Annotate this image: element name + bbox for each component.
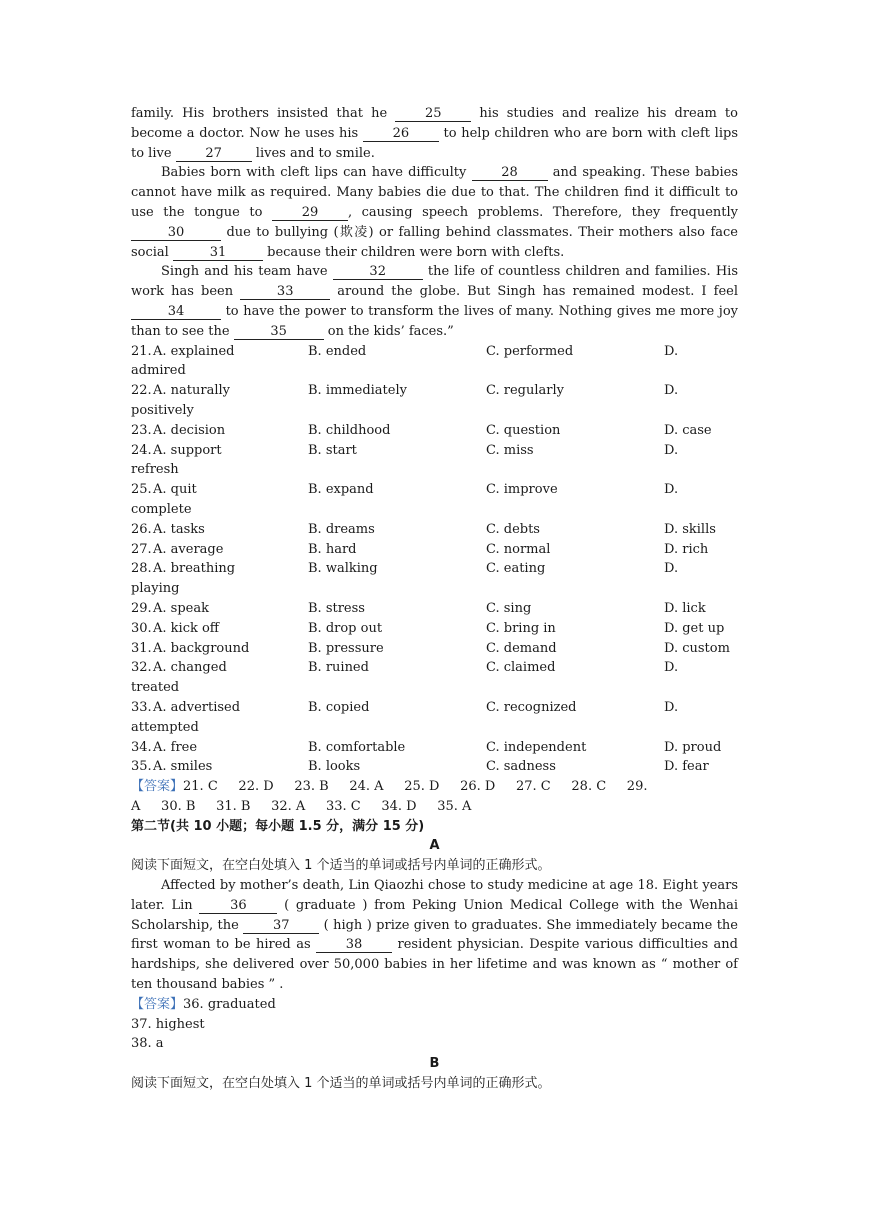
passage-paragraph-2 (131, 163, 738, 262)
question-number: 25. (131, 482, 152, 498)
option-d: D. proud (664, 739, 722, 755)
text-run: and speaking. These babies cannot have milk as required. Many babies die due to that. The children find it difficult to use the tongue to (131, 165, 738, 220)
part-b-heading: B (429, 1056, 440, 1072)
option-c: C. claimed (486, 660, 556, 676)
option-c: C. recognized (486, 699, 577, 715)
option-a (131, 559, 308, 579)
blank-37: 37 (243, 918, 319, 934)
text-run: to help children who are born with cleft lips to live (131, 125, 738, 161)
option-c: C. sadness (486, 759, 556, 775)
blank-26: 26 (363, 126, 439, 142)
option-a-text: A. breathing (153, 561, 236, 577)
question-number: 21. (131, 343, 152, 359)
option-a (131, 658, 308, 678)
option-d: positively (131, 402, 194, 418)
option-b: B. comfortable (308, 739, 406, 755)
option-b: B. childhood (308, 422, 391, 438)
option-d: complete (131, 501, 192, 517)
option-c: C. sing (486, 600, 532, 616)
text-run: lives and to smile. (251, 145, 375, 161)
option-row (131, 381, 738, 421)
blank-33: 33 (240, 284, 330, 300)
option-d-label: D. (664, 482, 679, 498)
blank-28: 28 (472, 165, 548, 181)
option-d-label: D. (664, 442, 679, 458)
option-row (131, 441, 738, 481)
section-heading: 第二节(共 10 小题；每小题 1.5 分，满分 15 分) (131, 818, 425, 834)
question-number: 29. (131, 600, 152, 616)
question-number: 34. (131, 739, 152, 755)
option-b: B. expand (308, 482, 374, 498)
options-list (131, 342, 738, 778)
option-a-text: A. quit (153, 482, 197, 498)
passage-paragraph-1 (131, 104, 738, 163)
question-number: 27. (131, 541, 152, 557)
blank-38: 38 (316, 937, 392, 953)
part-a-heading: A (429, 838, 440, 854)
option-a-text: A. support (153, 442, 222, 458)
option-row (131, 619, 738, 639)
blank-34: 34 (131, 304, 221, 320)
text-run: , causing speech problems. Therefore, they frequently (347, 204, 739, 220)
option-b: B. looks (308, 759, 361, 775)
option-c: C. bring in (486, 620, 556, 636)
answer-tag: 【答案】 (131, 779, 184, 795)
option-a-text: A. decision (153, 422, 226, 438)
option-a-text: A. average (153, 541, 224, 557)
blank-27: 27 (176, 146, 252, 162)
option-c: C. eating (486, 561, 546, 577)
option-d: D. rich (664, 541, 709, 557)
option-d: D. get up (664, 620, 725, 636)
question-number: 30. (131, 620, 152, 636)
blank-35: 35 (234, 324, 324, 340)
option-a-text: A. naturally (153, 383, 230, 399)
text-run: the life of countless children and families. His work has been (131, 264, 738, 300)
question-number: 31. (131, 640, 152, 656)
question-number: 22. (131, 383, 152, 399)
text-run: to have the power to transform the lives of many. Nothing gives me more joy than to see the (131, 303, 738, 339)
question-number: 32. (131, 660, 152, 676)
option-d-label: D. (664, 343, 679, 359)
option-a-text: A. changed (153, 660, 227, 676)
text-run: around the globe. But Singh has remained modest. I feel (330, 284, 739, 300)
question-number: 35. (131, 759, 152, 775)
option-c: C. improve (486, 482, 558, 498)
option-b: B. dreams (308, 521, 375, 537)
blank-25: 25 (395, 106, 471, 122)
answer-line-38: 38. a (131, 1036, 164, 1052)
text-run: resident physician. Despite various difficulties and hardships, she delivered over 50,000 babies in her lifetime and was known as “ mother of ten thousand babies ” . (131, 937, 738, 993)
instruction-b: 阅读下面短文，在空白处填入 1 个适当的单词或括号内单词的正确形式。 (131, 1076, 551, 1092)
answer-line-37: 37. highest (131, 1016, 205, 1032)
option-b: B. immediately (308, 383, 407, 399)
option-b: B. copied (308, 699, 370, 715)
option-d-label: D. (664, 383, 679, 399)
option-a-text: A. background (153, 640, 250, 656)
option-b: B. start (308, 442, 357, 458)
answer-line: 21. C 22. D 23. B 24. A 25. D 26. D 27. C 28. C 29. (183, 779, 648, 795)
question-number: 28. (131, 561, 152, 577)
answer-key-2 (131, 995, 738, 1015)
blank-31: 31 (173, 245, 263, 261)
option-d-label: D. (664, 561, 679, 577)
option-row (131, 738, 738, 758)
question-number: 24. (131, 442, 152, 458)
text-run: his studies and realize his dream to become a doctor. Now he uses his (131, 106, 738, 141)
option-a (131, 342, 308, 362)
option-row (131, 540, 738, 560)
option-d: D. custom (664, 640, 730, 656)
option-d: playing (131, 581, 180, 597)
option-c: C. miss (486, 442, 534, 458)
option-d: D. case (664, 422, 712, 438)
option-row (131, 639, 738, 659)
option-row (131, 698, 738, 738)
option-d: D. fear (664, 759, 709, 775)
option-d: refresh (131, 462, 179, 478)
option-a (131, 738, 308, 758)
option-row (131, 520, 738, 540)
option-c: C. normal (486, 541, 551, 557)
option-c: C. performed (486, 343, 574, 359)
option-d-label: D. (664, 660, 679, 676)
text-run: family. His brothers insisted that he (131, 106, 396, 121)
option-c: C. independent (486, 739, 587, 755)
option-a-text: A. tasks (153, 521, 205, 537)
option-a (131, 381, 308, 401)
option-d: admired (131, 363, 186, 379)
blank-32: 32 (333, 264, 423, 280)
option-row (131, 342, 738, 382)
option-b: B. walking (308, 561, 378, 577)
option-a (131, 639, 308, 659)
option-b: B. ruined (308, 660, 369, 676)
blank-36: 36 (199, 898, 277, 914)
option-a (131, 421, 308, 441)
option-b: B. hard (308, 541, 357, 557)
text-run: ( high ) prize given to graduates. She immediately became the first woman to be hired as (131, 917, 739, 953)
option-a-text: A. kick off (153, 620, 220, 636)
option-d: treated (131, 680, 180, 696)
instruction-a: 阅读下面短文，在空白处填入 1 个适当的单词或括号内单词的正确形式。 (131, 858, 551, 874)
option-a-text: A. free (153, 739, 198, 755)
option-c: C. regularly (486, 383, 564, 399)
option-row (131, 421, 738, 441)
text-run: because their children were born with clefts. (262, 244, 565, 260)
text-run: on the kids’ faces.” (323, 323, 454, 339)
question-number: 33. (131, 699, 152, 715)
option-a-text: A. advertised (153, 699, 241, 715)
option-c: C. question (486, 422, 561, 438)
text-run: Babies born with cleft lips can have difficulty (161, 165, 472, 181)
answer-line: 36. graduated (183, 996, 276, 1012)
option-a-text: A. explained (153, 343, 235, 359)
option-a (131, 757, 308, 777)
option-b: B. ended (308, 343, 367, 359)
option-row (131, 757, 738, 777)
option-row (131, 480, 738, 520)
option-b: B. drop out (308, 620, 383, 636)
option-a-text: A. smiles (153, 759, 213, 775)
option-row (131, 559, 738, 599)
passage-paragraph-3 (131, 262, 738, 341)
option-a (131, 520, 308, 540)
answer-key-1 (131, 777, 738, 817)
option-d: D. lick (664, 600, 706, 616)
option-b: B. stress (308, 600, 365, 616)
option-a (131, 441, 308, 461)
option-row (131, 658, 738, 698)
option-a-text: A. speak (153, 600, 209, 616)
option-d: attempted (131, 719, 199, 735)
text-run: Affected by mother’s death, Lin Qiaozhi chose to study medicine at age 18. Eight years later. Lin (131, 878, 738, 913)
option-a (131, 698, 308, 718)
option-a (131, 619, 308, 639)
blank-30: 30 (131, 225, 221, 241)
question-number: 23. (131, 422, 152, 438)
text-run: Singh and his team have (161, 264, 333, 280)
option-c: C. debts (486, 521, 540, 537)
option-d-label: D. (664, 699, 679, 715)
option-a (131, 480, 308, 500)
document-page (131, 104, 738, 1094)
text-run: due to bullying (欺凌) or falling behind classmates. Their mothers also face social (131, 224, 738, 260)
blank-29: 29 (272, 205, 348, 221)
option-a (131, 540, 308, 560)
option-row (131, 599, 738, 619)
option-d: D. skills (664, 521, 716, 537)
answer-tag: 【答案】 (131, 996, 184, 1012)
passage-a (131, 876, 738, 995)
answer-line: A 30. B 31. B 32. A 33. C 34. D 35. A (131, 798, 472, 814)
text-run: ( graduate ) from Peking Union Medical College with the Wenhai Scholarship, the (131, 897, 739, 933)
question-number: 26. (131, 521, 152, 537)
option-a (131, 599, 308, 619)
option-b: B. pressure (308, 640, 384, 656)
option-c: C. demand (486, 640, 557, 656)
